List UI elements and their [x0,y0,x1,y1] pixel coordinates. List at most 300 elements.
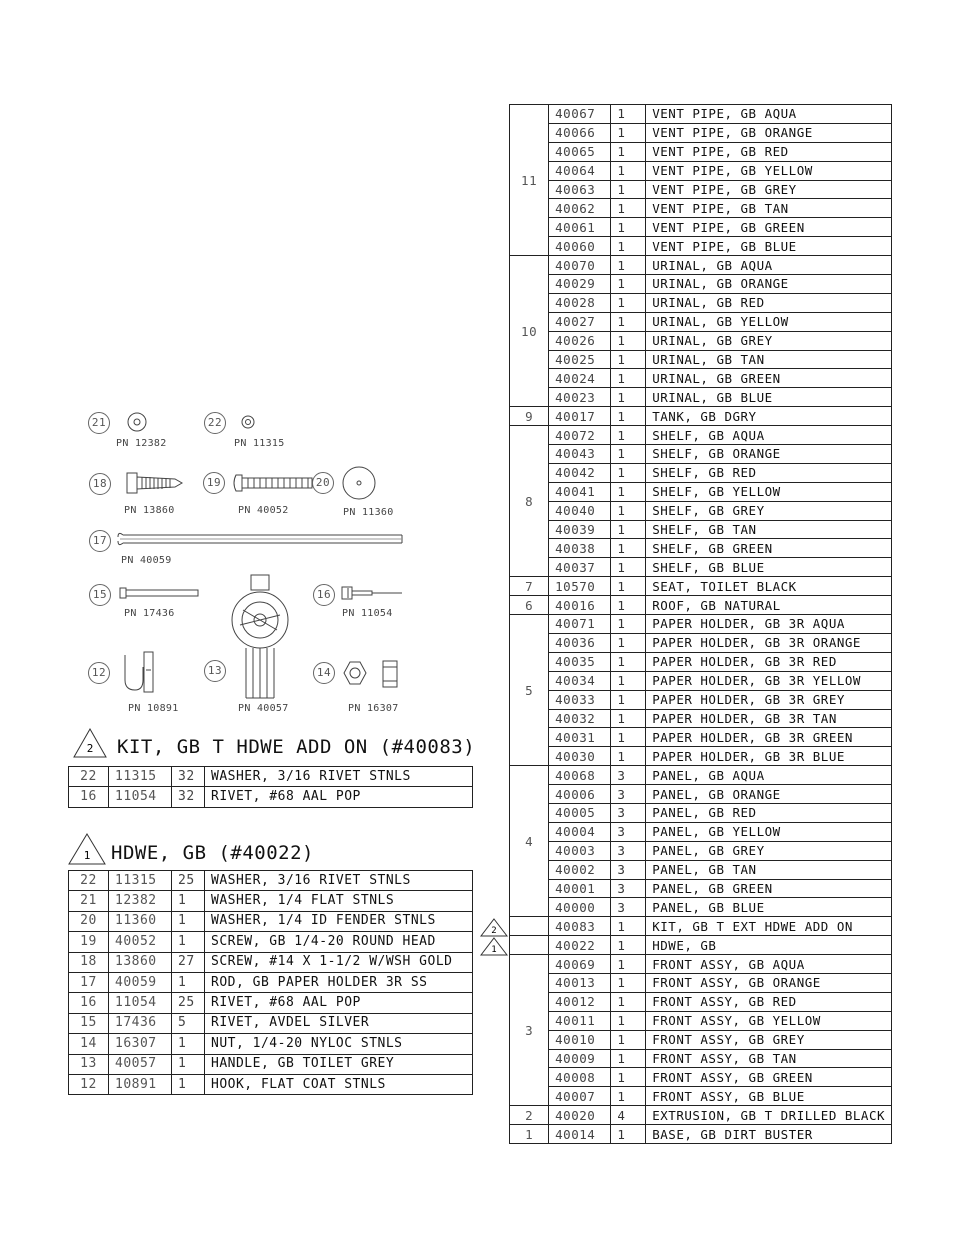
part-number-label: PN 12382 [116,438,167,449]
table-row [510,898,892,917]
description: SHELF, GB AQUA [646,426,892,445]
description: PANEL, GB YELLOW [646,822,892,841]
part-number: 40008 [549,1068,611,1087]
quantity: 1 [172,972,205,992]
description: TANK, GB DGRY [646,407,892,426]
description: RIVET, #68 AAL POP [205,993,473,1013]
quantity: 1 [611,917,646,936]
pop-rivet-icon [342,587,402,599]
item-number: 2 [510,1106,549,1125]
quantity: 3 [611,803,646,822]
part-number: 40029 [549,275,611,294]
part-number: 40040 [549,501,611,520]
item-number: 8 [510,426,549,577]
quantity: 1 [611,426,646,445]
table-row [510,275,892,294]
washer-icon [128,413,146,431]
part-number: 40066 [549,123,611,142]
part-number: 40068 [549,766,611,785]
part-number: 40003 [549,841,611,860]
part-callout: 14 [313,662,335,684]
quantity: 1 [611,577,646,596]
table-row [510,105,892,124]
table-row [510,350,892,369]
description: URINAL, GB GREEN [646,369,892,388]
item-number [510,917,549,936]
part-number: 40010 [549,1030,611,1049]
table-row [510,445,892,464]
part-number: 40062 [549,199,611,218]
handle-icon [232,575,288,698]
quantity: 5 [172,1013,205,1033]
description: HDWE, GB [646,936,892,955]
table-row [510,558,892,577]
part-number: 40052 [109,932,172,952]
part-number: 40022 [549,936,611,955]
table-row [510,199,892,218]
part-number: 10891 [109,1074,172,1094]
quantity: 1 [611,445,646,464]
part-number: 12382 [109,891,172,911]
kit2-table [68,766,473,808]
quantity: 1 [611,501,646,520]
svg-text:2: 2 [86,742,94,755]
table-row [510,520,892,539]
part-number: 40083 [549,917,611,936]
quantity: 1 [611,482,646,501]
quantity: 1 [611,652,646,671]
table-row [510,747,892,766]
table-row [510,123,892,142]
description: SHELF, GB YELLOW [646,482,892,501]
item-number: 12 [69,1074,109,1094]
table-row [510,312,892,331]
description: WASHER, 1/4 ID FENDER STNLS [205,911,473,931]
item-number: 7 [510,577,549,596]
part-number: 11054 [109,993,172,1013]
part-number: 16307 [109,1034,172,1054]
quantity: 27 [172,952,205,972]
description: PAPER HOLDER, GB 3R AQUA [646,615,892,634]
description: VENT PIPE, GB TAN [646,199,892,218]
quantity: 1 [611,199,646,218]
description: PANEL, GB TAN [646,860,892,879]
part-number: 40035 [549,652,611,671]
quantity: 1 [611,1087,646,1106]
quantity: 3 [611,898,646,917]
description: FRONT ASSY, GB BLUE [646,1087,892,1106]
part-number: 40069 [549,955,611,974]
part-number: 40012 [549,992,611,1011]
quantity: 1 [611,596,646,615]
quantity: 1 [611,747,646,766]
part-number: 40023 [549,388,611,407]
quantity: 1 [611,218,646,237]
table-row [69,891,473,911]
table-row [69,1074,473,1094]
quantity: 1 [611,256,646,275]
table-row [510,785,892,804]
table-row [510,539,892,558]
description: PAPER HOLDER, GB 3R RED [646,652,892,671]
description: VENT PIPE, GB BLUE [646,237,892,256]
table-row [69,1054,473,1074]
item-number: 14 [69,1034,109,1054]
svg-text:2: 2 [491,925,497,936]
description: PANEL, GB GREEN [646,879,892,898]
description: RIVET, #68 AAL POP [205,787,473,807]
part-number: 40005 [549,803,611,822]
table-row [510,917,892,936]
part-callout: 20 [312,472,334,494]
part-number: 40009 [549,1049,611,1068]
table-row [510,577,892,596]
item-number: 22 [69,767,109,787]
part-number: 40028 [549,293,611,312]
part-number: 40064 [549,161,611,180]
quantity: 1 [611,293,646,312]
table-row [510,218,892,237]
quantity: 1 [611,388,646,407]
description: URINAL, GB RED [646,293,892,312]
table-row [510,615,892,634]
part-number: 40065 [549,142,611,161]
hook-icon [125,652,153,692]
part-number: 17436 [109,1013,172,1033]
quantity: 1 [611,690,646,709]
description: URINAL, GB GREY [646,331,892,350]
quantity: 1 [611,463,646,482]
table-row [510,293,892,312]
quantity: 1 [172,1034,205,1054]
table-row [510,860,892,879]
table-row [510,671,892,690]
part-number: 40037 [549,558,611,577]
description: SHELF, GB RED [646,463,892,482]
description: PANEL, GB GREY [646,841,892,860]
part-number-label: PN 17436 [124,608,175,619]
item-number: 15 [69,1013,109,1033]
part-number: 40016 [549,596,611,615]
part-number: 40004 [549,822,611,841]
part-number: 40060 [549,237,611,256]
table-row [510,766,892,785]
quantity: 1 [611,237,646,256]
quantity: 1 [611,520,646,539]
quantity: 1 [611,180,646,199]
item-number: 9 [510,407,549,426]
quantity: 1 [611,161,646,180]
quantity: 1 [611,407,646,426]
description: NUT, 1/4-20 NYLOC STNLS [205,1034,473,1054]
bolt-icon [234,475,312,491]
description: ROD, GB PAPER HOLDER 3R SS [205,972,473,992]
revision-flag-icon [480,937,508,956]
table-row [510,426,892,445]
part-number: 40061 [549,218,611,237]
table-row [69,787,473,807]
description: SHELF, GB BLUE [646,558,892,577]
description: PAPER HOLDER, GB 3R BLUE [646,747,892,766]
revision-triangle-icon [68,833,106,865]
quantity: 1 [611,350,646,369]
item-number [510,936,549,955]
item-number: 19 [69,932,109,952]
part-number: 40043 [549,445,611,464]
table-row [510,652,892,671]
description: SHELF, GB TAN [646,520,892,539]
description: HANDLE, GB TOILET GREY [205,1054,473,1074]
table-row [69,952,473,972]
part-number: 40032 [549,709,611,728]
table-row [510,992,892,1011]
table-row [510,331,892,350]
description: EXTRUSION, GB T DRILLED BLACK [646,1106,892,1125]
quantity: 1 [611,615,646,634]
screw-icon [127,473,182,493]
quantity: 32 [172,767,205,787]
description: WASHER, 3/16 RIVET STNLS [205,767,473,787]
description: SHELF, GB GREEN [646,539,892,558]
quantity: 25 [172,993,205,1013]
part-number: 11315 [109,767,172,787]
part-number: 40006 [549,785,611,804]
part-number: 40017 [549,407,611,426]
quantity: 1 [611,275,646,294]
description: URINAL, GB TAN [646,350,892,369]
part-number: 40042 [549,463,611,482]
description: SHELF, GB ORANGE [646,445,892,464]
item-number: 17 [69,972,109,992]
part-callout: 22 [204,412,226,434]
table-row [69,993,473,1013]
item-number: 16 [69,787,109,807]
part-number-label: PN 13860 [124,505,175,516]
description: PAPER HOLDER, GB 3R TAN [646,709,892,728]
quantity: 1 [611,312,646,331]
quantity: 3 [611,860,646,879]
part-number-label: PN 40059 [121,555,172,566]
description: SEAT, TOILET BLACK [646,577,892,596]
part-number: 13860 [109,952,172,972]
item-number: 11 [510,105,549,256]
item-number: 5 [510,615,549,766]
part-number: 40041 [549,482,611,501]
table-row [510,1087,892,1106]
part-number: 40034 [549,671,611,690]
description: URINAL, GB YELLOW [646,312,892,331]
part-number: 40014 [549,1125,611,1144]
quantity: 1 [611,369,646,388]
part-number: 40067 [549,105,611,124]
quantity: 1 [172,932,205,952]
quantity: 1 [611,709,646,728]
part-number: 40063 [549,180,611,199]
part-callout: 15 [89,584,111,606]
description: FRONT ASSY, GB AQUA [646,955,892,974]
table-row [69,911,473,931]
description: HOOK, FLAT COAT STNLS [205,1074,473,1094]
description: FRONT ASSY, GB TAN [646,1049,892,1068]
table-row [510,407,892,426]
table-row [69,1013,473,1033]
quantity: 32 [172,787,205,807]
quantity: 25 [172,871,205,891]
quantity: 1 [172,1074,205,1094]
quantity: 4 [611,1106,646,1125]
description: VENT PIPE, GB GREY [646,180,892,199]
table-row [69,972,473,992]
table-row [510,841,892,860]
description: VENT PIPE, GB GREEN [646,218,892,237]
description: SCREW, GB 1/4-20 ROUND HEAD [205,932,473,952]
part-callout: 18 [89,473,111,495]
quantity: 3 [611,785,646,804]
description: URINAL, GB BLUE [646,388,892,407]
table-row [510,369,892,388]
quantity: 3 [611,822,646,841]
description: FRONT ASSY, GB YELLOW [646,1011,892,1030]
part-callout: 19 [203,472,225,494]
svg-text:1: 1 [83,849,91,862]
table-row [510,1106,892,1125]
quantity: 3 [611,841,646,860]
part-number: 40001 [549,879,611,898]
description: PAPER HOLDER, GB 3R YELLOW [646,671,892,690]
part-number-label: PN 40057 [238,703,289,714]
table-row [510,1068,892,1087]
quantity: 1 [611,992,646,1011]
kit1-table [68,870,473,1095]
revision-flag-icon [480,918,508,937]
item-number: 18 [69,952,109,972]
nut-icon [344,661,397,687]
table-row [510,596,892,615]
quantity: 1 [611,105,646,124]
part-number-label: PN 40052 [238,505,289,516]
table-row [69,871,473,891]
fender-washer-icon [343,467,375,499]
quantity: 1 [611,1068,646,1087]
table-row [510,1011,892,1030]
table-row [510,1125,892,1144]
table-row [69,767,473,787]
table-row [510,633,892,652]
part-callout: 13 [204,660,226,682]
item-number: 3 [510,955,549,1106]
part-number: 40070 [549,256,611,275]
part-number-label: PN 16307 [348,703,399,714]
description: URINAL, GB ORANGE [646,275,892,294]
quantity: 1 [611,728,646,747]
part-number: 11360 [109,911,172,931]
table-row [510,1049,892,1068]
part-number: 40024 [549,369,611,388]
description: PANEL, GB BLUE [646,898,892,917]
quantity: 1 [611,142,646,161]
part-number-label: PN 10891 [128,703,179,714]
description: VENT PIPE, GB ORANGE [646,123,892,142]
quantity: 1 [611,331,646,350]
part-number: 40072 [549,426,611,445]
item-number: 20 [69,911,109,931]
quantity: 1 [172,1054,205,1074]
small-washer-icon [242,416,254,428]
revision-triangle-icon [73,728,107,758]
table-row [510,482,892,501]
quantity: 1 [611,973,646,992]
part-number: 40011 [549,1011,611,1030]
description: FRONT ASSY, GB ORANGE [646,973,892,992]
part-number: 40025 [549,350,611,369]
description: FRONT ASSY, GB GREY [646,1030,892,1049]
table-row [510,973,892,992]
table-row [510,822,892,841]
part-number: 40026 [549,331,611,350]
part-number: 40038 [549,539,611,558]
quantity: 1 [611,1011,646,1030]
table-row [510,690,892,709]
table-row [510,728,892,747]
rod-icon [118,533,402,544]
part-number: 11315 [109,871,172,891]
description: BASE, GB DIRT BUSTER [646,1125,892,1144]
quantity: 1 [611,558,646,577]
part-callout: 16 [313,584,335,606]
part-number: 40059 [109,972,172,992]
quantity: 1 [611,936,646,955]
table-row [69,932,473,952]
part-number: 40030 [549,747,611,766]
part-number: 11054 [109,787,172,807]
svg-text:1: 1 [491,944,497,955]
table-row [510,1030,892,1049]
quantity: 1 [611,1125,646,1144]
quantity: 1 [611,955,646,974]
quantity: 1 [611,539,646,558]
item-number: 10 [510,256,549,407]
part-number: 40007 [549,1087,611,1106]
description: RIVET, AVDEL SILVER [205,1013,473,1033]
part-number: 40057 [109,1054,172,1074]
item-number: 22 [69,871,109,891]
part-number-label: PN 11315 [234,438,285,449]
quantity: 1 [611,633,646,652]
quantity: 1 [611,1030,646,1049]
part-number: 40013 [549,973,611,992]
part-number: 40039 [549,520,611,539]
quantity: 1 [172,891,205,911]
description: PAPER HOLDER, GB 3R ORANGE [646,633,892,652]
description: URINAL, GB AQUA [646,256,892,275]
description: PAPER HOLDER, GB 3R GREY [646,690,892,709]
description: FRONT ASSY, GB RED [646,992,892,1011]
table-row [510,879,892,898]
quantity: 1 [611,123,646,142]
table-row [510,803,892,822]
description: VENT PIPE, GB RED [646,142,892,161]
part-number-label: PN 11054 [342,608,393,619]
part-number-label: PN 11360 [343,507,394,518]
table-row [510,388,892,407]
description: PAPER HOLDER, GB 3R GREEN [646,728,892,747]
table-row [510,955,892,974]
part-number: 40033 [549,690,611,709]
item-number: 1 [510,1125,549,1144]
quantity: 3 [611,879,646,898]
part-number: 40020 [549,1106,611,1125]
table-row [510,936,892,955]
